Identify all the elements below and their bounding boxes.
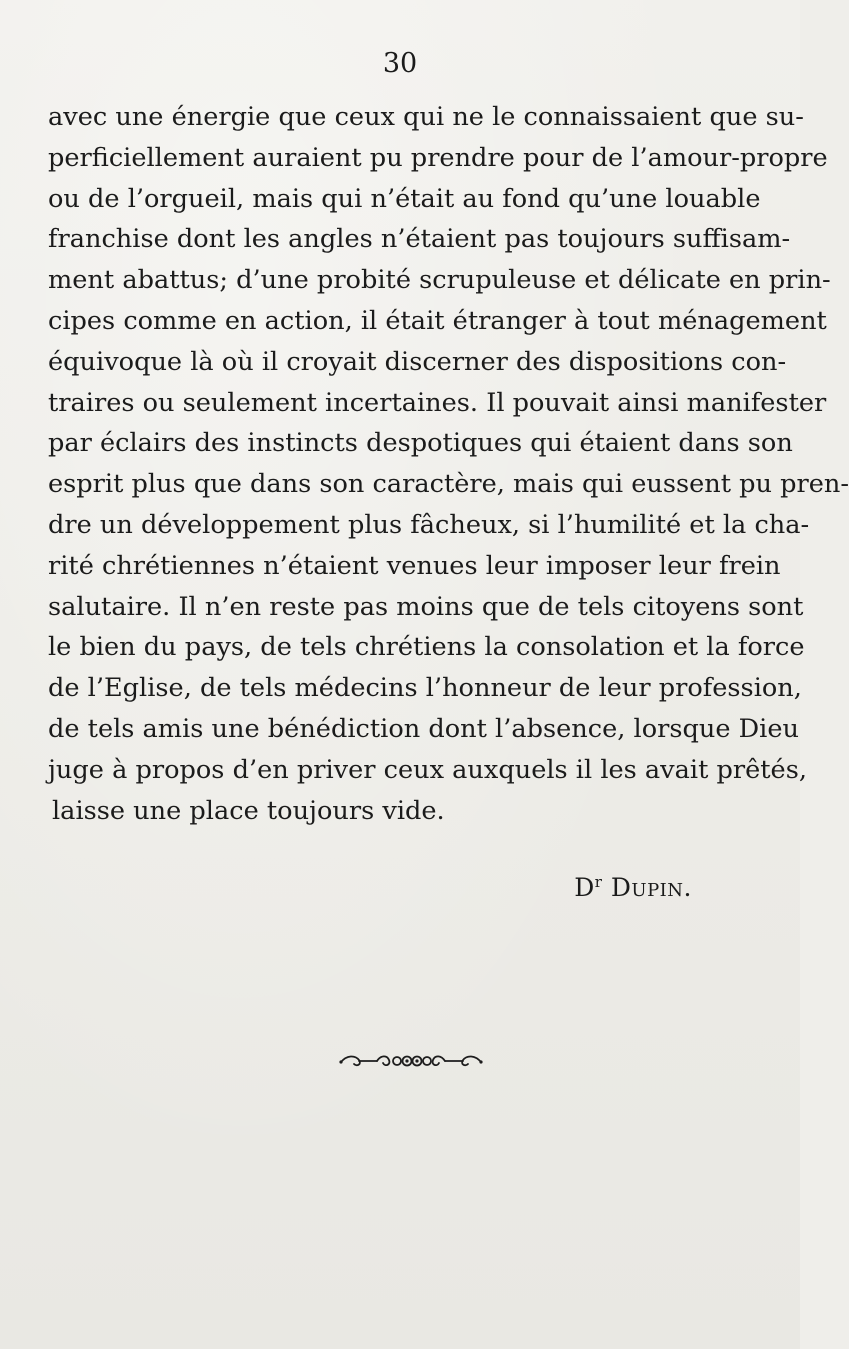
text-line: perficiellement auraient pu prendre pour de l’amour-propre <box>48 142 828 173</box>
text-line: traires ou seulement incertaines. Il pouvait ainsi manifester <box>48 387 827 418</box>
text-line: franchise dont les angles n’étaient pas toujours suffisam- <box>48 224 791 255</box>
text-line: ou de l’orgueil, mais qui n’était au fond qu’une louable <box>48 183 761 214</box>
text-line: de l’Eglise, de tels médecins l’honneur de leur profession, <box>48 673 802 704</box>
text-line: cipes comme en action, il était étranger à tout ménagement <box>48 305 827 336</box>
text-line: le bien du pays, de tels chrétiens la consolation et la force <box>48 632 805 663</box>
text-line-last: laisse une place toujours vide. <box>52 795 445 826</box>
text-line: esprit plus que dans son caractère, mais qui eussent pu pren- <box>48 469 849 500</box>
text-line: rité chrétiennes n’étaient venues leur imposer leur frein <box>48 550 781 581</box>
text-line: avec une énergie que ceux qui ne le connaissaient que su- <box>48 102 804 132</box>
reverse-page-bleed-through <box>40 790 780 1252</box>
author-signature <box>574 866 692 904</box>
text-line: ment abattus; d’une probité scrupuleuse et délicate en prin- <box>48 265 831 296</box>
signature-title: D <box>574 873 595 902</box>
signature-title-sup: r <box>594 873 603 891</box>
text-line: dre un développement plus fâcheux, si l’humilité et la cha- <box>48 509 810 540</box>
decorative-scroll-ornament-icon <box>337 1046 485 1076</box>
text-line: par éclairs des instincts despotiques qui étaient dans son <box>48 428 793 459</box>
signature-name: Dupin. <box>610 873 692 902</box>
page-number: 30 <box>382 48 418 79</box>
body-paragraph <box>48 97 849 831</box>
text-line: juge à propos d’en priver ceux auxquels il les avait prêtés, <box>48 754 807 785</box>
text-line: équivoque là où il croyait discerner des dispositions con- <box>48 346 787 377</box>
text-line: salutaire. Il n’en reste pas moins que de tels citoyens sont <box>48 591 804 622</box>
text-line: de tels amis une bénédiction dont l’absence, lorsque Dieu <box>48 713 799 744</box>
